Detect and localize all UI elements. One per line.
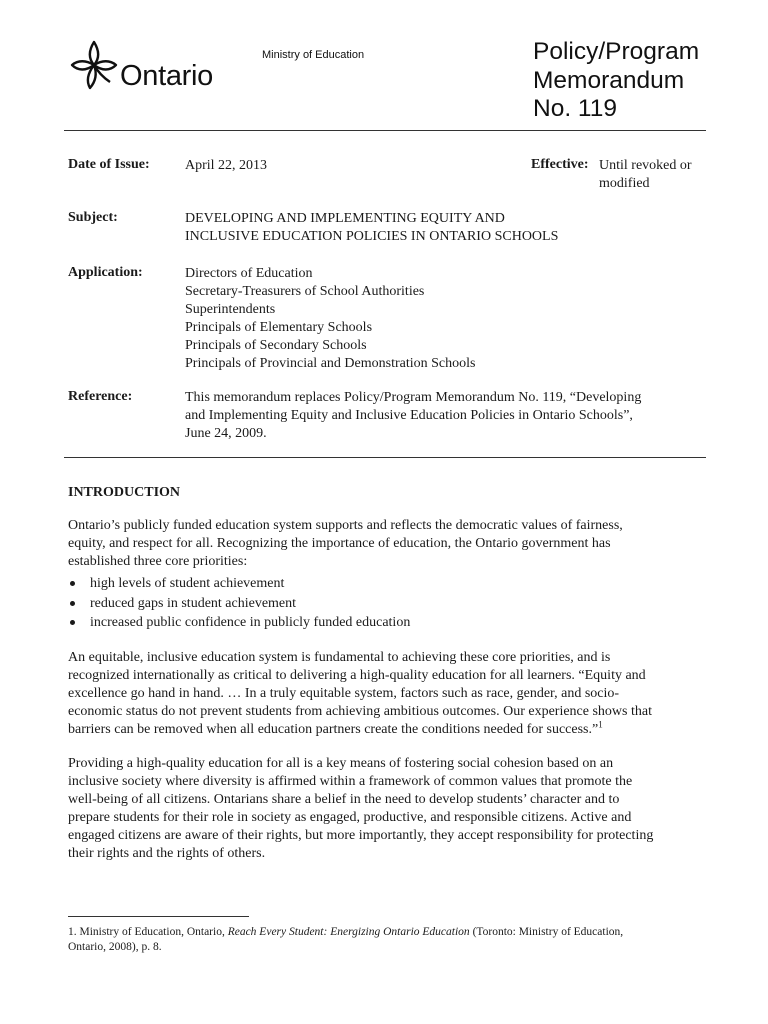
reference-label: Reference: (68, 389, 133, 404)
list-item: increased public confidence in publicly funded education (68, 613, 410, 633)
application-item: Principals of Elementary Schools (185, 320, 373, 335)
meta-divider (64, 457, 706, 458)
reference-line: This memorandum replaces Policy/Program Memorandum No. 119, “Developing (185, 390, 642, 405)
application-label: Application: (68, 265, 143, 280)
header-divider (64, 130, 706, 131)
footnote (68, 925, 708, 955)
paragraph-line: inclusive society where diversity is affirmed within a framework of common values that promote the (68, 774, 633, 789)
effective-line: modified (599, 176, 650, 191)
application-item: Directors of Education (185, 266, 313, 281)
application-item: Principals of Provincial and Demonstration Schools (185, 356, 476, 371)
application-list (185, 265, 475, 373)
ministry-name: Ministry of Education (262, 49, 365, 61)
date-label: Date of Issue: (68, 157, 150, 172)
effective-label: Effective: (531, 157, 589, 172)
list-item: high levels of student achievement (68, 574, 410, 594)
paragraph-line: An equitable, inclusive education system is fundamental to achieving these core priorities, and is (68, 650, 611, 665)
paragraph-line: their rights and the rights of others. (68, 846, 266, 861)
paragraph-line: prepare students for their role in society as engaged, productive, and responsible citizens. Active and (68, 810, 632, 825)
paragraph-intro (68, 517, 708, 571)
date-value: April 22, 2013 (185, 158, 268, 173)
footnote-divider (68, 916, 249, 917)
paragraph-line: Ontario’s publicly funded education system supports and reflects the democratic values of fairness, (68, 518, 623, 533)
reference-text (185, 389, 710, 443)
subject-value (185, 210, 558, 246)
paragraph-line: barriers can be removed when all education partners create the conditions needed for success.” (68, 722, 599, 737)
application-item: Superintendents (185, 302, 276, 317)
paragraph-line: economic status do not prevent students from achieving ambitious outcomes. Our experience shows that (68, 704, 652, 719)
paragraph-equity (68, 649, 708, 739)
list-item: reduced gaps in student achievement (68, 594, 410, 614)
subject-line: INCLUSIVE EDUCATION POLICIES IN ONTARIO SCHOOLS (185, 229, 559, 244)
subject-label: Subject: (68, 210, 118, 225)
paragraph-line: Providing a high-quality education for all is a key means of fostering social cohesion based on an (68, 756, 614, 771)
logo-wordmark: Ontario (120, 60, 213, 92)
section-heading: INTRODUCTION (68, 485, 181, 500)
paragraph-cohesion (68, 755, 708, 863)
footnote-suffix: (Toronto: Ministry of Education, (469, 926, 624, 938)
effective-value (599, 157, 692, 193)
footnote-title: Reach Every Student: Energizing Ontario Education (227, 926, 470, 938)
paragraph-line: established three core priorities: (68, 554, 248, 569)
effective-line: Until revoked or (599, 158, 692, 173)
paragraph-line: recognized internationally as critical to delivering a high-quality education for all learners. “Equity and (68, 668, 646, 683)
memo-title (533, 38, 699, 124)
memo-title-line: Memorandum (533, 66, 685, 94)
application-item: Principals of Secondary Schools (185, 338, 367, 353)
trillium-icon (70, 38, 118, 90)
reference-line: and Implementing Equity and Inclusive Education Policies in Ontario Schools”, (185, 408, 633, 423)
footnote-ref: 1 (598, 719, 603, 730)
paragraph-line: equity, and respect for all. Recognizing the importance of education, the Ontario government has (68, 536, 611, 551)
paragraph-line: well-being of all citizens. Ontarians share a belief in the need to develop students’ character and to (68, 792, 620, 807)
application-item: Secretary-Treasurers of School Authorities (185, 284, 425, 299)
memo-title-line: Policy/Program (533, 38, 700, 65)
reference-line: June 24, 2009. (185, 426, 267, 441)
subject-line: DEVELOPING AND IMPLEMENTING EQUITY AND (185, 211, 505, 226)
memo-title-line: No. 119 (533, 95, 617, 122)
footnote-line: Ontario, 2008), p. 8. (68, 941, 162, 953)
paragraph-line: engaged citizens are aware of their rights, but more importantly, they accept responsibility for protecting (68, 828, 654, 843)
priorities-list (68, 574, 410, 633)
paragraph-line: excellence go hand in hand. … In a truly equitable system, factors such as race, gender, and socio- (68, 686, 620, 701)
footnote-prefix: 1. Ministry of Education, Ontario, (68, 926, 228, 938)
ontario-logo (70, 38, 230, 98)
